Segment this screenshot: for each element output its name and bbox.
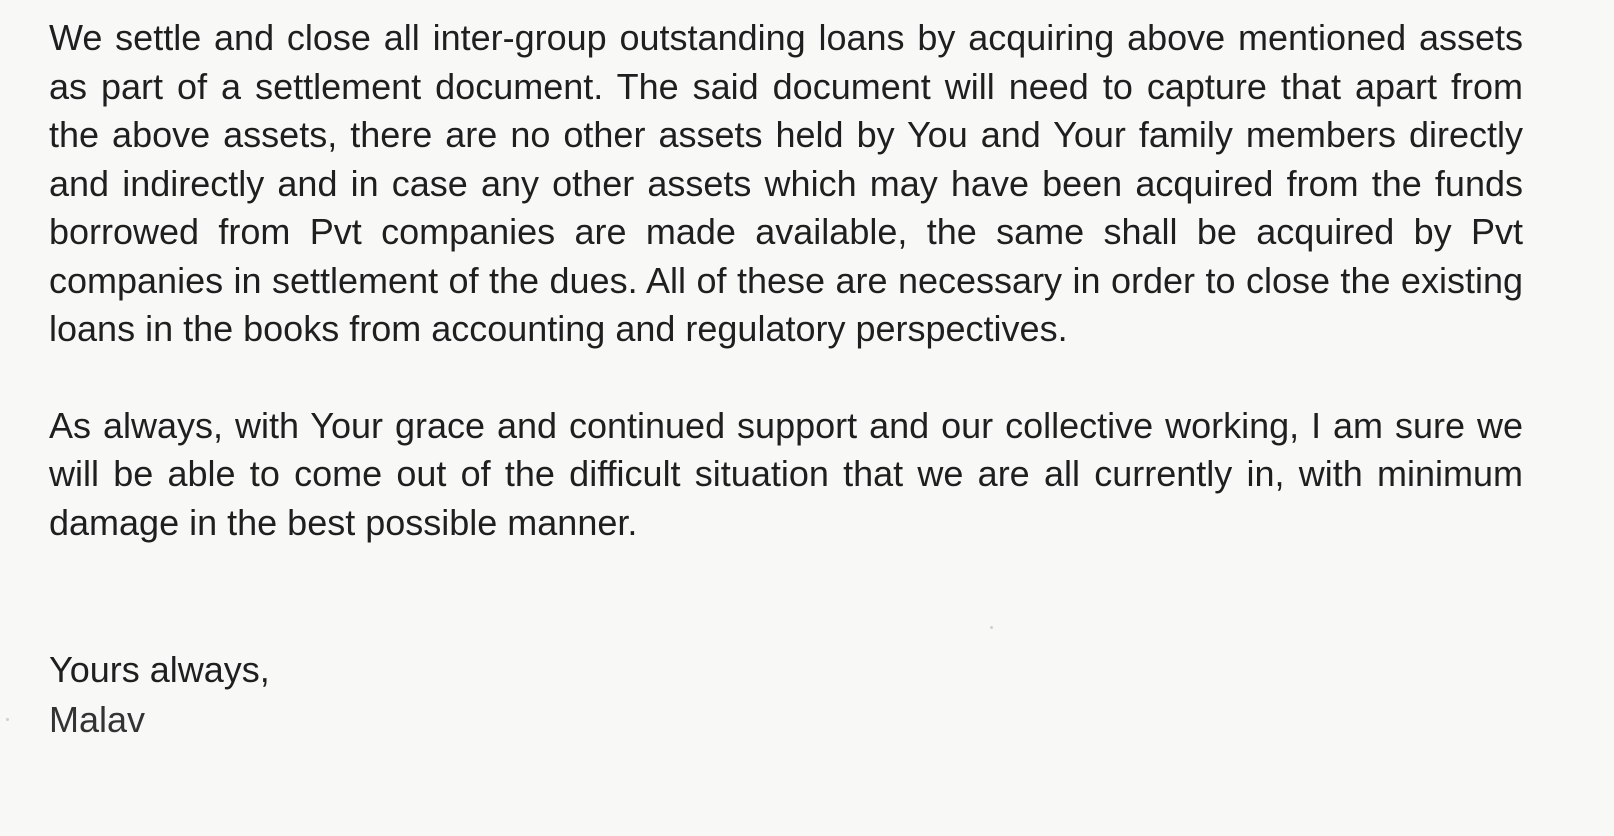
valediction: Yours always,: [49, 649, 270, 690]
paragraph-settlement: We settle and close all inter-group outstanding loans by acquiring above mentioned assets as part of a settlement document. The said document will need to capture that apart from the above assets, there are no other assets held by You and Your family members directly and indirectly and in case any other assets which may have been acquired from the funds borrowed from Pvt companies are made available, the same shall be acquired by Pvt companies in settlement of the dues. All of these are necessary in order to close the existing loans in the books from accounting and regulatory perspectives.: [49, 17, 1523, 349]
letter-body: [49, 14, 1523, 745]
scan-speck: [990, 626, 993, 629]
scan-speck: [6, 718, 9, 721]
paragraph-support: As always, with Your grace and continued support and our collective working, I am sure we will be able to come out of the difficult situation that we are all currently in, with minimum damage in the best possible manner.: [49, 404, 1523, 543]
signature-name: Malav: [49, 699, 146, 740]
letter-closing: [49, 645, 1523, 745]
